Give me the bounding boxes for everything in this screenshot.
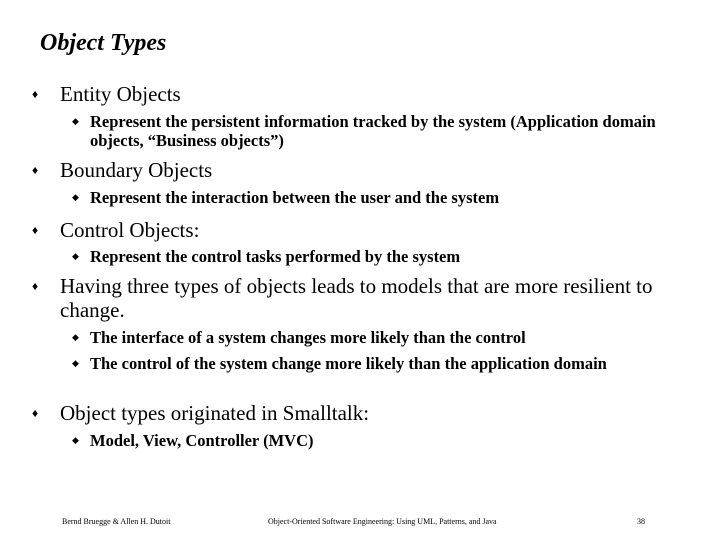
diamond-bullet-icon: ♦: [32, 406, 39, 420]
footer-page-number: 38: [637, 517, 645, 526]
sub-bullet-text: Model, View, Controller (MVC): [90, 431, 314, 450]
footer-book-title: Object-Oriented Software Engineering: Using UML, Patterns, and Java: [268, 517, 497, 526]
diamond-bullet-icon: ◆: [72, 435, 79, 445]
bullet-item-smalltalk: [32, 401, 680, 425]
bullet-item-entity-objects: [32, 82, 680, 106]
sub-bullet-text: Represent the persistent information tracked by the system (Application domain objects, “Business objects”): [90, 112, 656, 150]
diamond-bullet-icon: ◆: [72, 358, 79, 368]
sub-bullet-text: Represent the interaction between the user and the system: [90, 188, 500, 207]
diamond-bullet-icon: ◆: [72, 116, 79, 126]
diamond-bullet-icon: ◆: [72, 192, 79, 202]
bullet-text: Having three types of objects leads to models that are more resilient to change.: [60, 274, 653, 322]
bullet-text: Boundary Objects: [60, 158, 213, 182]
sub-bullet-item: [72, 431, 660, 450]
slide-title: Object Types: [40, 30, 167, 56]
sub-bullet-text: The control of the system change more likely than the application domain: [90, 354, 607, 373]
bullet-item-three-types: [32, 274, 680, 322]
diamond-bullet-icon: ♦: [32, 279, 39, 293]
bullet-item-boundary-objects: [32, 158, 680, 182]
diamond-bullet-icon: ◆: [72, 251, 79, 261]
sub-bullet-item: [72, 247, 660, 266]
sub-bullet-item: [72, 354, 660, 373]
diamond-bullet-icon: ♦: [32, 87, 39, 101]
bullet-text: Object types originated in Smalltalk:: [60, 401, 370, 425]
diamond-bullet-icon: ◆: [72, 332, 79, 342]
sub-bullet-text: The interface of a system changes more likely than the control: [90, 328, 526, 347]
sub-bullet-text: Represent the control tasks performed by the system: [90, 247, 461, 266]
sub-bullet-item: [72, 112, 660, 150]
footer-authors: Bernd Bruegge & Allen H. Dutoit: [62, 517, 171, 526]
bullet-text: Control Objects:: [60, 218, 200, 242]
bullet-text: Entity Objects: [60, 82, 181, 106]
sub-bullet-item: [72, 188, 660, 207]
diamond-bullet-icon: ♦: [32, 163, 39, 177]
bullet-item-control-objects: [32, 218, 680, 242]
sub-bullet-item: [72, 328, 660, 347]
diamond-bullet-icon: ♦: [32, 223, 39, 237]
